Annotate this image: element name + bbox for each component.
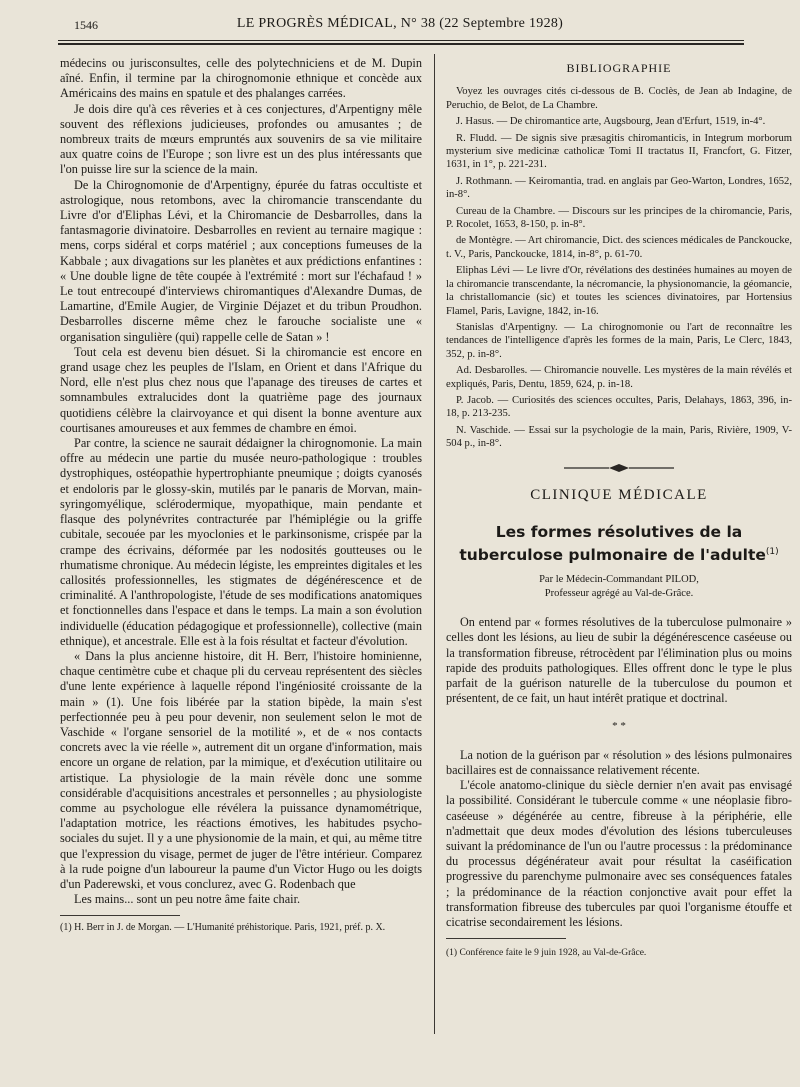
article-title-ref: (1) bbox=[765, 546, 779, 557]
footnote-rule bbox=[60, 915, 180, 916]
paragraph: Par contre, la science ne saurait dédaigner la chirognomonie. La main offre au médecin une partie du musée neuro-pathologique : troubles dystrophiques, ostéopathie hypertrophiante pneumique ; doigts cyanosés et endoloris par le glossy-skin, mutilés par le panaris de Morvan, main-syringomyélique, sclérodermique, myopathique, main pendante et flasque des polynévrites contracturée par l'hémiplégie ou la griffe cubitale, secouée par les myoclonies et le parkinsonisme, crispée par la crampe des écrivains, déformée par les nodosités goutteuses ou le rhumatisme chronique. Au médecin légiste, les empreintes digitales et les callosités professionnelles, les stigmates de dégénérescence et de criminalité. A l'anthropologiste, l'étude de ses modifications anatomiques et fonctionnelles dans l'espace et dans le temps. La main a son évolution individuelle (éducation pédagogique et professionnelle), collective (main ethnique), et ancestrale. Elle est à la fois résultat et facteur d'évolution. bbox=[60, 436, 422, 648]
author: Par le Médecin-Commandant PILOD, bbox=[539, 574, 699, 586]
asterism: * * bbox=[612, 720, 626, 733]
article-body bbox=[446, 615, 792, 930]
bibliography-entry: J. Hasus. — De chiromantice arte, Augsbourg, Jean d'Erfurt, 1519, in-4°. bbox=[456, 116, 766, 128]
article-title-text: Les formes résolutives de la tuberculose pulmonaire de l'adulte bbox=[459, 522, 766, 565]
bibliography-entry: Cureau de la Chambre. — Discours sur les principes de la chiromancie, Paris, P. Rocolet, 1653, 8-150, p. in-8°. bbox=[446, 205, 792, 231]
paragraph: On entend par « formes résolutives de la tuberculose pulmonaire » celles dont les lésions, au lieu de subir la dégénérescence caséeuse ou la transformation fibreuse, rétrocèdent par l'élimination plus ou moins rapide des produits pathologiques. Elles offrent donc le type le plus parfait de la guérison naturelle de la tuberculose du poumon et présentent, de ce fait, un haut intérêt pratique et doctrinal. bbox=[446, 615, 792, 706]
bibliography-entry: Eliphas Lévi — Le livre d'Or, révélations des destinées humaines au moyen de la chiromancie transcendante, la nécromancie, la physionomancie, la géomancie, la christallomancie (sic) et toutes les sciences divinatoires, par Hortensius Flamel, Paris, Lavigne, 1842, in-16. bbox=[446, 265, 792, 317]
footnote: (1) Conférence faite le 9 juin 1928, au Val-de-Grâce. bbox=[446, 948, 647, 959]
right-column bbox=[446, 56, 792, 961]
bibliography-entry: P. Jacob. — Curiosités des sciences occultes, Paris, Delahays, 1863, 396, in-18, p. 213-235. bbox=[446, 394, 792, 420]
journal-title: LE PROGRÈS MÉDICAL, N° 38 (22 Septembre 1928) bbox=[236, 16, 564, 31]
bibliography-title: BIBLIOGRAPHIE bbox=[566, 61, 672, 75]
paragraph: médecins ou jurisconsultes, celle des polytechniciens et de M. Dupin aîné. Enfin, il termine par la chirognomonie ethnique et concède aux Américains des mains en spatule et des phalanges carrées. bbox=[60, 56, 422, 101]
bibliography-entry: Stanislas d'Arpentigny. — La chirognomonie ou l'art de reconnaître les tendances de l'intelligence d'après les formes de la main, Paris, Le Clerc, 1843, 352, p. in-8°. bbox=[446, 321, 792, 360]
ornament-divider bbox=[559, 461, 679, 475]
article-title bbox=[446, 522, 792, 565]
byline bbox=[446, 573, 792, 601]
section-title: CLINIQUE MÉDICALE bbox=[530, 486, 708, 503]
page-number: 1546 bbox=[74, 18, 98, 32]
left-column bbox=[60, 56, 422, 935]
paragraph: Tout cela est devenu bien désuet. Si la chiromancie est encore en grand usage chez les peuples de l'Islam, en Orient et dans l'Afrique du Nord, elle n'est plus chez nous que l'apanage des tireuses de cartes et somnambules extralucides dont la quatrième page des journaux quotidiens célèbre la clairvoyance et qui disent la bonne aventure aux courtisanes amoureuses et aux femmes de chambre en émoi. bbox=[60, 344, 422, 435]
author-role: Professeur agrégé au Val-de-Grâce. bbox=[544, 588, 694, 600]
page-header bbox=[52, 14, 748, 36]
paragraph: L'école anatomo-clinique du siècle dernier n'en avait pas envisagé la possibilité. Considérant le tubercule comme « une néoplasie fibro-caséeuse » dégénérée au centre, fibreuse à la périphérie, elle n'admettait que deux modes d'évolution des lésions tuberculeuses suivant la prédominance de l'un ou l'autre processus : la prédominance du processus dégénérateur avait pour résultat la caséification progressive du parenchyme pulmonaire avec ses conséquences fatales ; la prédominance de la réaction conjonctive avait pour effet la transformation fibreuse des tubercules par quoi l'organisme étouffe et cicatrise secondairement les lésions. bbox=[446, 778, 792, 929]
header-rule-thick bbox=[58, 43, 744, 45]
paragraph: Je dois dire qu'à ces rêveries et à ces conjectures, d'Arpentigny mêle souvent des réflexions judicieuses, profondes ou amusantes ; de nombreux traits de mœurs empruntés aux souvenirs de sa vie militaire aux quatre coins de l'Europe ; son livre est un des plus intéressants que l'on puisse lire sur la science de la main. bbox=[60, 101, 422, 177]
paragraph: La notion de la guérison par « résolution » des lésions pulmonaires bacillaires est de connaissance relativement récente. bbox=[446, 747, 792, 777]
bibliography-entry: de Montègre. — Art chiromancie, Dict. des sciences médicales de Panckoucke, t. V., Paris, Panckoucke, 1814, in-8°, p. 61-70. bbox=[446, 235, 792, 260]
footnote: (1) H. Berr in J. de Morgan. — L'Humanité préhistorique. Paris, 1921, préf. p. X. bbox=[60, 922, 386, 934]
column-divider bbox=[434, 54, 435, 1034]
paragraph: De la Chirognomonie de d'Arpentigny, épurée du fatras occultiste et astrologique, nous retombons, avec la chiromancie transcendante du Livre d'or d'Eliphas Lévi, et la Chiromancie de Desbarrolles, dans la fantasmagorie divinatoire. Desbarrolles en revient au ternaire magique : mens, corps sidéral et corps matériel ; aux conceptions fumeuses de la Kabbale ; aux divagations sur les planètes et aux prédictions enfantines : « Une double ligne de tête coupée à l'extrémité : mort sur l'échafaud ! » Le tout entrecoupé d'interviews chiromantiques d'Alexandre Dumas, de Lamartine, d'Emile Augier, de Virginie Déjazet et du tribun Proudhon. Desbarrolles discerne même chez le farouche socialiste une « organisation singulière (qui) rappelle celle de Satan » ! bbox=[60, 177, 422, 344]
bibliography-entry: N. Vaschide. — Essai sur la psychologie de la main, Paris, Rivière, 1909, V-504 p., in-8°. bbox=[446, 424, 792, 450]
bibliography-entry: J. Rothmann. — Keiromantia, trad. en anglais par Geo-Warton, Londres, 1652, in-8°. bbox=[446, 175, 792, 201]
bibliography-entry: Voyez les ouvrages cités ci-dessous de B. Coclès, de Jean ab Indagine, de Peruchio, de Belot, de La Chambre. bbox=[446, 86, 792, 111]
bibliography-entry: Ad. Desbarolles. — Chiromancie nouvelle. Les mystères de la main révélés et expliqués, Paris, Dentu, 1859, 624, p. in-18. bbox=[446, 365, 792, 390]
paragraph: « Dans la plus ancienne histoire, dit H. Berr, l'histoire hominienne, chaque centimètre cube et chaque pli du cerveau représentent des siècles d'une lente expérience à laquelle répond l'ingéniosité croissante de la main » (1). Une fois libérée par la station bipède, la main s'est perfectionnée peu à peu pour devenir, non seulement selon le mot de Vaschide « l'organe sensoriel de la motilité », et de « nos contacts concrets avec la vie réelle », autrement dit un organe d'information, mais encore un organe de relation, par la mimique, et d'exécution utilitaire ou artistique. La physiologie de la main révèle donc une somme considérable d'acquisitions ancestrales et personnelles ; au physiologiste comme au psychologue elle révélera la puissance dynamométrique, l'adaptation motrice, les réactions émotives, les habitudes psycho-sociales du sujet. Il y a une physionomie de la main, et qui, au même titre que l'expression du visage, permet de juger de l'être intérieur. Comparez à la rude poigne d'un laboureur la paume d'un Victor Hugo ou les doigts d'un Paderewski, et vous conclurez, avec G. Rodenbach que bbox=[60, 648, 422, 891]
header-rule bbox=[58, 40, 744, 41]
bibliography-entry: R. Fludd. — De signis sive præsagitis chiromanticis, in Integrum morborum mysterium sive medicinæ catholicæ Tomi II tractatus II, Francfort, G. Fitzer, 1631, in 1°, p. 221-231. bbox=[446, 132, 792, 171]
verse-quote: Les mains... sont un peu notre âme faite chair. bbox=[74, 892, 301, 907]
footnote-rule bbox=[446, 938, 566, 939]
